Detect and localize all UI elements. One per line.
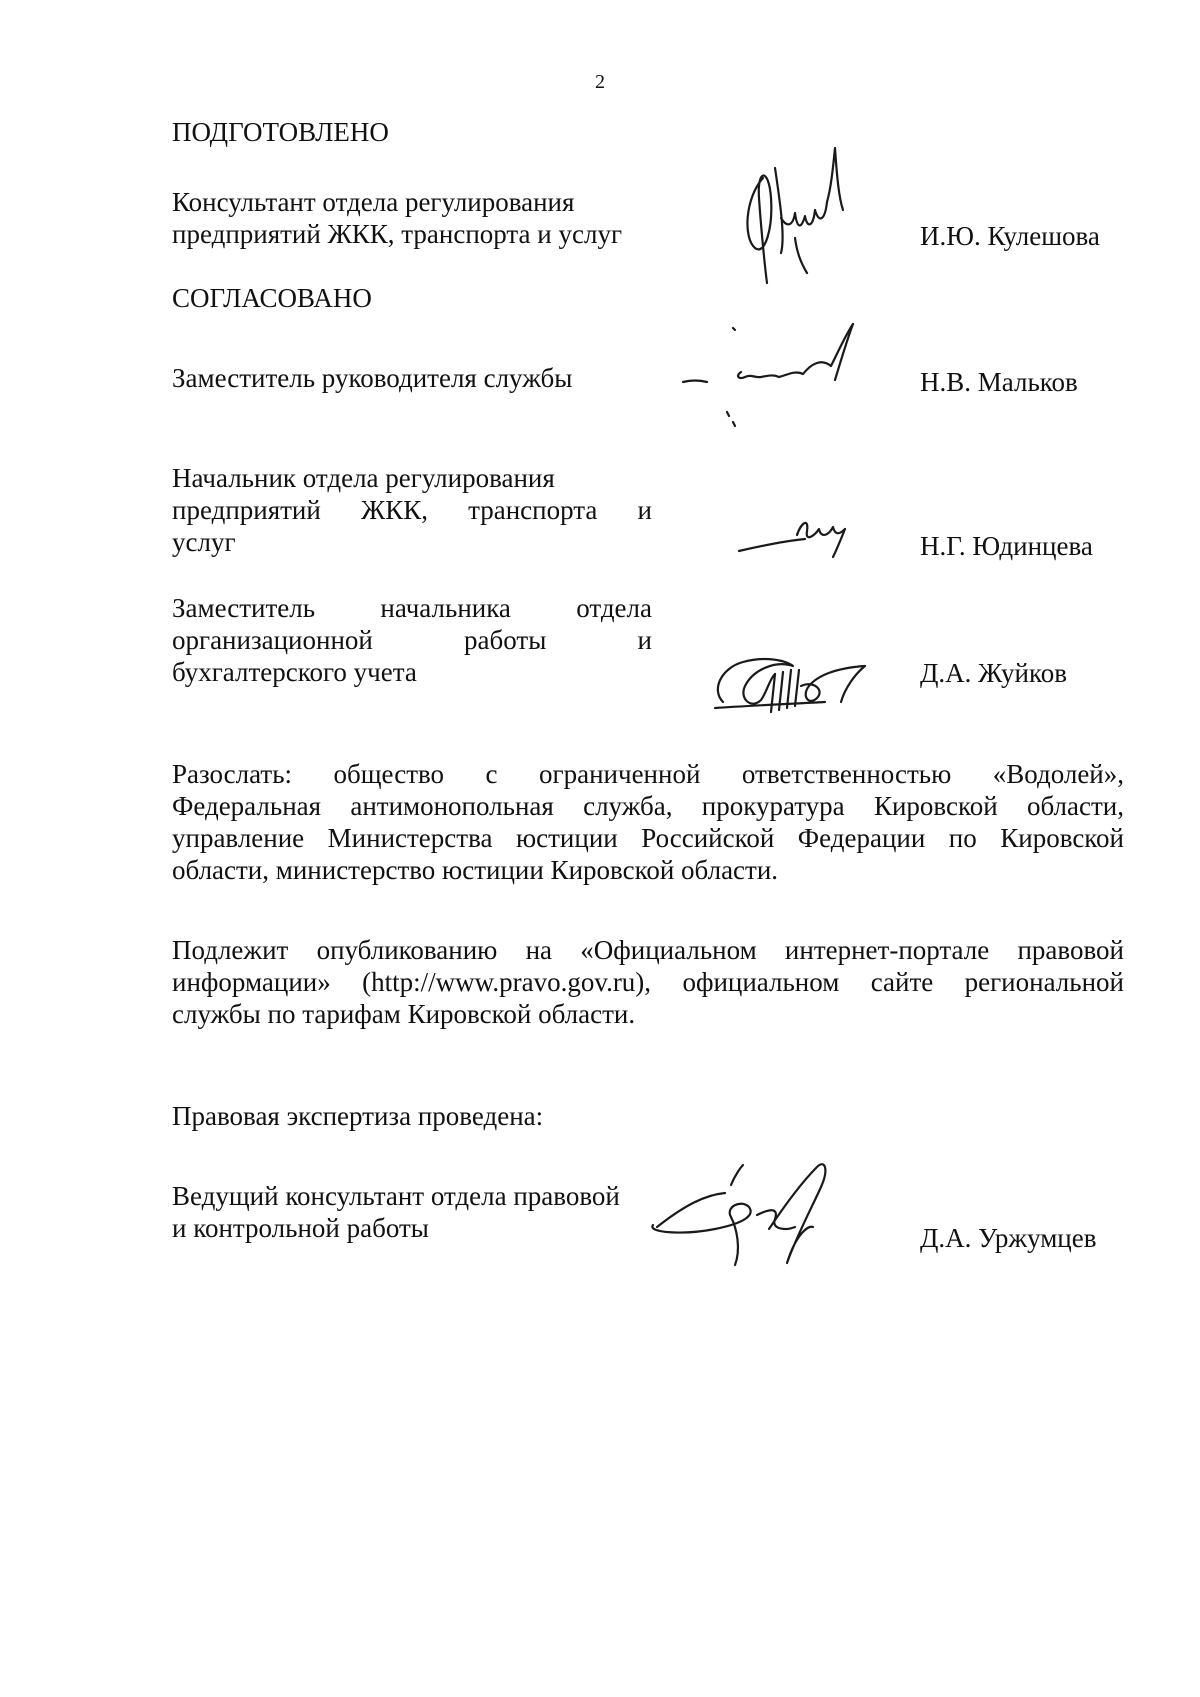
publication-paragraph <box>172 934 1124 1030</box>
distribution-paragraph <box>172 758 1124 886</box>
paragraph-line: Федеральная антимонопольная служба, прокуратура Кировской области, <box>172 791 1124 821</box>
paragraph-line: Подлежит опубликованию на «Официальном интернет-портале правовой <box>172 935 1124 965</box>
position-line: и контрольной работы <box>172 1213 429 1243</box>
signatory-3-name: Д.А. Жуйков <box>920 658 1067 688</box>
signature-kuleshova <box>735 128 865 288</box>
signatory-2-name: Н.Г. Юдинцева <box>920 531 1093 561</box>
signatory-1-position <box>172 362 652 394</box>
position-line: Начальник отдела регулирования <box>172 463 555 493</box>
position-line: Консультант отдела регулирования <box>172 187 575 217</box>
signatory-1-name: Н.В. Мальков <box>920 367 1078 397</box>
signatory-3-position <box>172 592 652 688</box>
position-line: Заместитель руководителя службы <box>172 363 573 393</box>
paragraph-line: области, министерство юстиции Кировской области. <box>172 855 779 885</box>
legal-review-position <box>172 1180 652 1244</box>
paragraph-line: управление Министерства юстиции Российской Федерации по Кировской <box>172 823 1124 853</box>
legal-review-heading: Правовая экспертиза проведена: <box>172 1101 544 1131</box>
position-line: предприятий ЖКК, транспорта и услуг <box>172 219 623 249</box>
signature-urzhumtsev <box>645 1145 885 1285</box>
position-line: услуг <box>172 527 236 557</box>
paragraph-line: информации» (http://www.pravo.gov.ru), официальном сайте региональной <box>172 967 1124 997</box>
position-line: Ведущий консультант отдела правовой <box>172 1181 620 1211</box>
agreed-heading: СОГЛАСОВАНО <box>172 283 372 313</box>
signatory-2-position <box>172 462 652 558</box>
paragraph-line: службы по тарифам Кировской области. <box>172 999 636 1029</box>
prepared-position <box>172 186 652 250</box>
paragraph-line: Разослать: общество с ограниченной ответственностью «Водолей», <box>172 759 1124 789</box>
position-line: Заместитель начальника отдела <box>172 593 652 623</box>
signature-yudintseva <box>735 505 865 565</box>
position-line: бухгалтерского учета <box>172 657 417 687</box>
signature-malkov <box>675 320 905 435</box>
prepared-name: И.Ю. Кулешова <box>920 221 1100 251</box>
page-number: 2 <box>595 71 605 93</box>
legal-review-name: Д.А. Уржумцев <box>920 1223 1097 1253</box>
position-line: предприятий ЖКК, транспорта и <box>172 495 652 525</box>
signature-zhuykov <box>705 640 905 720</box>
position-line: организационной работы и <box>172 625 652 655</box>
prepared-heading: ПОДГОТОВЛЕНО <box>172 117 389 147</box>
